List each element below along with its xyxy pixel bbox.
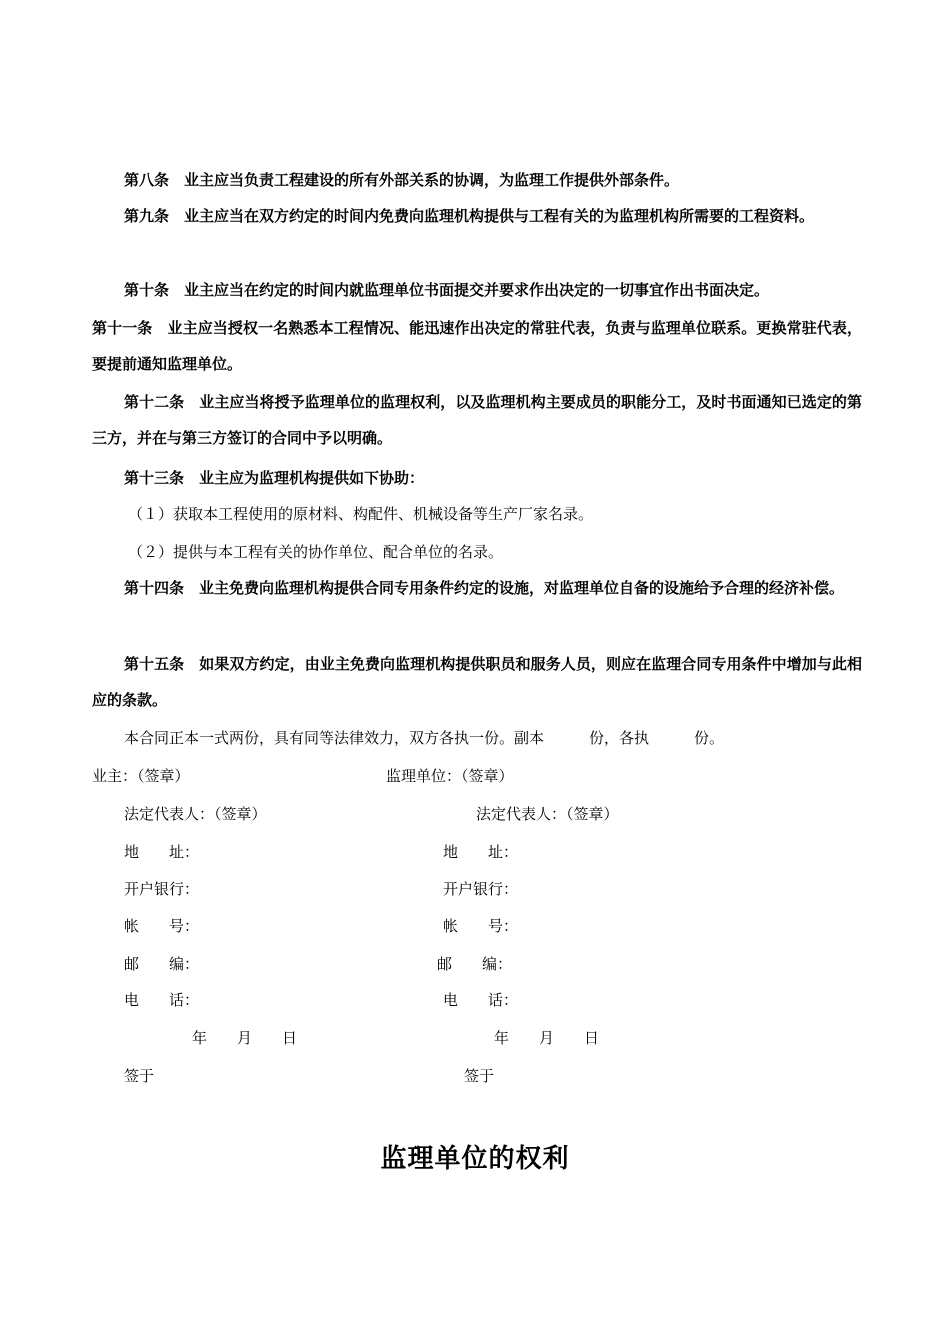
article-15: 第十五条 如果双方约定，由业主免费向监理机构提供职员和服务人员，则应在监理合同专用条件中增加与此相应的条款。 — [92, 655, 862, 709]
article-13-item-1: （１）获取本工程使用的原材料、构配件、机械设备等生产厂家名录。 — [128, 505, 594, 523]
supervisor-date-label: 年 月 日 — [494, 1029, 600, 1047]
owner-signed-at-label: 签于 — [124, 1067, 155, 1085]
supervisor-address-label: 地 址： — [443, 843, 519, 861]
article-13: 第十三条 业主应为监理机构提供如下协助： — [124, 469, 425, 487]
article-8: 第八条 业主应当负责工程建设的所有外部关系的协调，为监理工作提供外部条件。 — [124, 171, 680, 189]
owner-address-label: 地 址： — [124, 843, 200, 861]
article-12: 第十二条 业主应当将授予监理单位的监理权利，以及监理机构主要成员的职能分工，及时书面通知已选定的第三方，并在与第三方签订的合同中予以明确。 — [92, 393, 862, 447]
supervisor-bank-label: 开户银行： — [443, 880, 519, 898]
supervisor-account-label: 帐 号： — [443, 917, 519, 935]
supervisor-rep-label: 法定代表人：（签章） — [476, 805, 619, 823]
article-9: 第九条 业主应当在双方约定的时间内免费向监理机构提供与工程有关的为监理机构所需要的工程资料。 — [124, 207, 815, 225]
section-title: 监理单位的权利 — [380, 1144, 570, 1174]
article-13-item-2: （２）提供与本工程有关的协作单位、配合单位的名录。 — [128, 543, 504, 561]
copies-clause: 本合同正本一式两份，具有同等法律效力，双方各执一份。副本 份，各执 份。 — [124, 729, 725, 747]
article-14: 第十四条 业主免费向监理机构提供合同专用条件约定的设施，对监理单位自备的设施给予合理的经济补偿。 — [124, 579, 845, 597]
supervisor-phone-label: 电 话： — [443, 991, 519, 1009]
owner-postcode-label: 邮 编： — [124, 955, 200, 973]
owner-account-label: 帐 号： — [124, 917, 200, 935]
article-11: 第十一条 业主应当授权一名熟悉本工程情况、能迅速作出决定的常驻代表，负责与监理单位联系。更换常驻代表，要提前通知监理单位。 — [92, 319, 862, 373]
article-10: 第十条 业主应当在约定的时间内就监理单位书面提交并要求作出决定的一切事宜作出书面决定。 — [124, 281, 770, 299]
supervisor-signed-at-label: 签于 — [464, 1067, 495, 1085]
owner-rep-label: 法定代表人：（签章） — [124, 805, 267, 823]
owner-bank-label: 开户银行： — [124, 880, 200, 898]
supervisor-postcode-label: 邮 编： — [437, 955, 513, 973]
supervisor-party-label: 监理单位：（签章） — [386, 767, 514, 785]
owner-phone-label: 电 话： — [124, 991, 200, 1009]
owner-date-label: 年 月 日 — [192, 1029, 298, 1047]
owner-party-label: 业主：（签章） — [92, 767, 190, 785]
